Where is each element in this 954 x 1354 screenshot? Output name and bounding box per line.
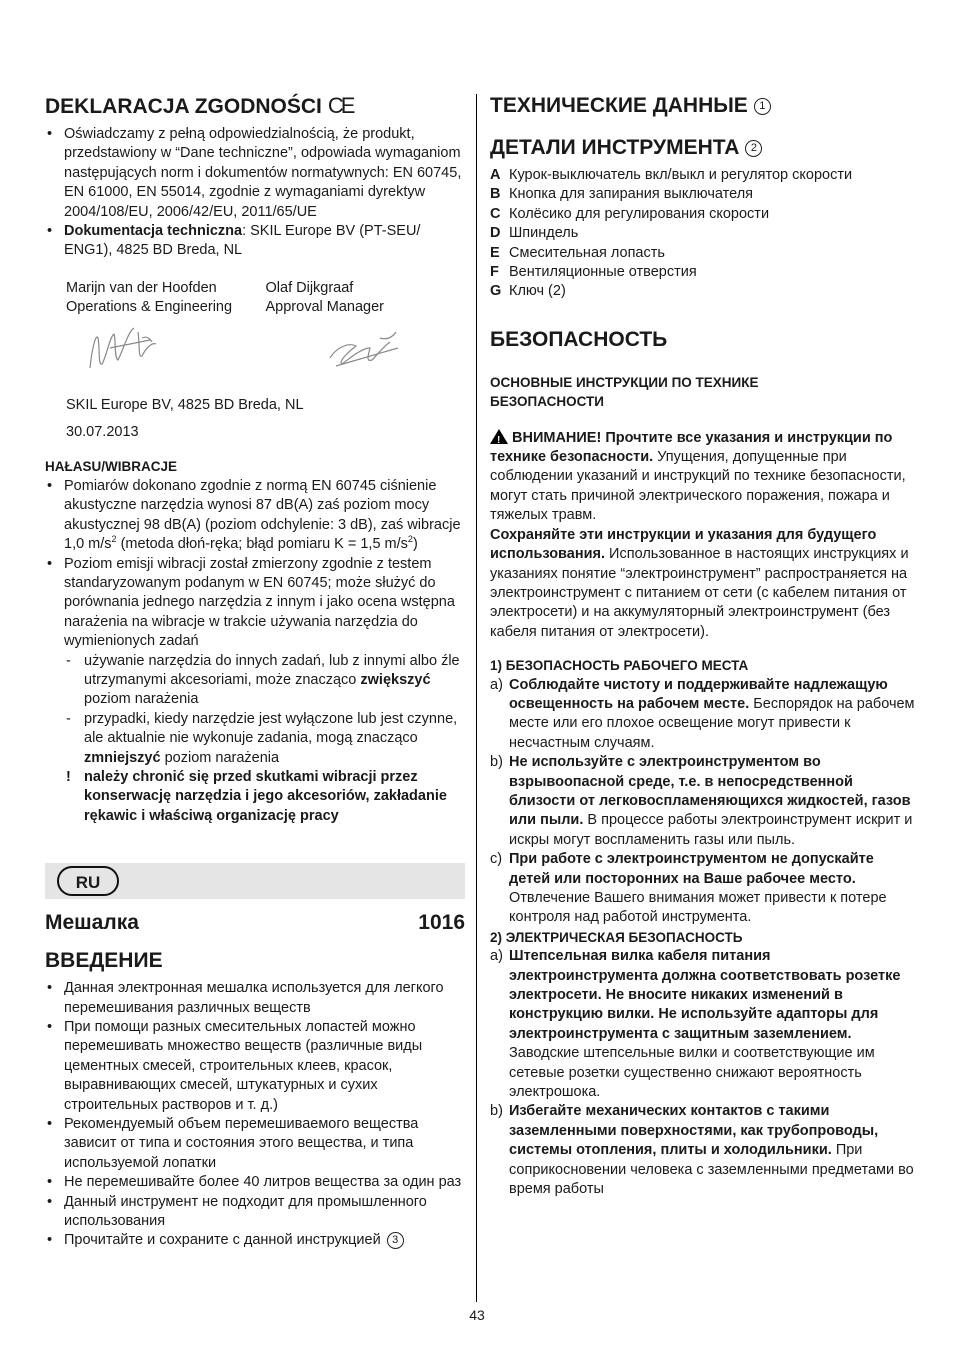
date: 30.07.2013 bbox=[66, 424, 139, 441]
list-item: - przypadki, kiedy narzędzie jest wyłączone lub jest czynne, ale aktualnie nie wykonuje zadania, mogą znacząco zmniejszyć poziom narażenia bbox=[66, 710, 458, 766]
list-item: • Не перемешивайте более 40 литров вещества за один раз bbox=[45, 1173, 465, 1192]
declaration-title: DEKLARACJA ZGODNOŚCI CE bbox=[45, 93, 353, 118]
intro-list bbox=[45, 979, 465, 1251]
signatures bbox=[80, 318, 465, 384]
list-item: C Колёсико для регулирования скорости bbox=[490, 205, 770, 222]
list-item: E Смесительная лопасть bbox=[490, 244, 665, 261]
figure-ref-icon: 2 bbox=[745, 140, 762, 157]
intro-title: ВВЕДЕНИЕ bbox=[45, 949, 163, 973]
list-item: F Вентиляционные отверстия bbox=[490, 264, 697, 281]
list-item: c) При работе с электроинструментом не допускайте детей или посторонних на Ваше рабочее место. Отвлечение Вашего внимания может привести к потере контроля над работой инструмента. bbox=[490, 851, 887, 926]
electrical-heading: 2) ЭЛЕКТРИЧЕСКАЯ БЕЗОПАСНОСТЬ bbox=[490, 929, 743, 945]
list-item: • Прочитайте и сохраните с данной инструкцией 3 bbox=[45, 1231, 465, 1250]
signatory-name: Marijn van der Hoofden bbox=[66, 279, 217, 296]
list-item: • Pomiarów dokonano zgodnie z normą EN 60745 ciśnienie akustyczne narzędzia wynosi 87 dB(A) zaś poziom mocy akustycznej 98 dB(A) (poziom odchylenie: 3 dB), zaś wibracje 1,0 $m/s^2$ (metoda dłoń-ręka; błąd pomiaru K = 1,5 $m/s^2$) bbox=[45, 477, 465, 555]
page-number: 43 bbox=[469, 1307, 485, 1323]
signatory-name: Olaf Dijkgraaf bbox=[265, 279, 354, 296]
list-item: G Ключ (2) bbox=[490, 283, 566, 300]
right-column bbox=[490, 88, 915, 1200]
list-item: • При помощи разных смесительных лопастей можно перемешивать множество веществ (различные виды цементных смесей, строительных клеев, красок, выравнивающих смесей, штукатурных и сухих строительных растворов и т. д.) bbox=[45, 1018, 465, 1115]
list-item: B Кнопка для запирания выключателя bbox=[490, 186, 754, 203]
sub-list bbox=[64, 652, 465, 827]
list-item: ! należy chronić się przed skutkami wibracji przez konserwację narzędzia i jego akcesoriów, zakładanie rękawic i właściwą organizację pracy bbox=[66, 768, 447, 824]
warning-icon bbox=[490, 429, 508, 444]
left-column bbox=[45, 88, 465, 1251]
work-area-heading: 1) БЕЗОПАСНОСТЬ РАБОЧЕГО МЕСТА bbox=[490, 658, 749, 674]
warning-paragraph: !ВНИМАНИЕ! Прочтите все указания и инструкции по технике безопасности. Упущения, допущенные при соблюдении указаний и инструкций по технике безопасности, могут стать причиной электрического поражения, пожара и тяжелых травм. bbox=[490, 429, 915, 526]
list-item: • Данный инструмент не подходит для промышленного использования bbox=[45, 1193, 465, 1232]
keep-instructions-paragraph: Сохраняйте эти инструкции и указания для будущего использования. Использованное в настоящих инструкциях и указаниях понятие “электроинструмент” распространяется на электроинструмент с питанием от сети (с кабелем питания от электросети) и на аккумуляторный электроинструмент (без кабеля питания от электросети). bbox=[490, 526, 909, 640]
signatory-role: Approval Manager bbox=[265, 299, 384, 316]
noise-list bbox=[45, 477, 465, 826]
language-bar bbox=[45, 863, 465, 899]
signatories bbox=[66, 279, 465, 318]
parts-title: ДЕТАЛИ ИНСТРУМЕНТА 2 bbox=[490, 130, 915, 166]
figure-ref-icon: 1 bbox=[754, 98, 771, 115]
declaration-list bbox=[45, 125, 465, 261]
electrical-list bbox=[490, 947, 915, 1199]
list-item: - używanie narzędzia do innych zadań, lub z innymi albo źle utrzymanymi akcesoriami, może znacząco zwiększyć poziom narażenia bbox=[66, 652, 460, 708]
list-item: a) Штепсельная вилка кабеля питания электроинструмента должна соответствовать розетке электросети. Не вносите никаких изменений в конструкцию вилки. Не используйте адапторы для электроинструмента с защитным заземлением. Заводские штепсельные вилки и соответствующие им сетевые розетки существенно снижают вероятность электрошока. bbox=[490, 948, 901, 1101]
list-item: • Рекомендуемый объем перемешиваемого вещества зависит от типа и состояния этого вещества, и типа используемой лопатки bbox=[45, 1115, 465, 1173]
column-divider bbox=[476, 94, 477, 1302]
list-item: • Oświadczamy z pełną odpowiedzialnością, że produkt, przedstawiony w “Dane techniczne”, odpowiada wymaganiom następujących norm i dokumentów normatywnych: EN 60745, EN 61000, EN 55014, zgodnie z wymaganiami dyrektyw 2004/108/EU, 2006/42/EU, 2011/65/UE bbox=[45, 125, 465, 222]
tech-data-title: ТЕХНИЧЕСКИЕ ДАННЫЕ 1 bbox=[490, 88, 915, 124]
parts-list bbox=[490, 166, 915, 302]
product-name: Мешалка bbox=[45, 911, 139, 935]
safety-title: БЕЗОПАСНОСТЬ bbox=[490, 327, 668, 351]
product-heading bbox=[45, 905, 465, 941]
list-item: • Данная электронная мешалка используется для легкого перемешивания различных веществ bbox=[45, 979, 465, 1018]
list-item: b) Избегайте механических контактов с такими заземленными поверхностями, как трубопроводы, системы отопления, плиты и холодильники. При соприкосновении человека с заземленными предметами во время работы bbox=[490, 1103, 914, 1198]
ce-mark-icon: CE bbox=[327, 93, 353, 118]
list-item: A Курок-выключатель вкл/выкл и регулятор скорости bbox=[490, 167, 853, 183]
language-badge: RU bbox=[57, 866, 119, 896]
basic-safety-heading: ОСНОВНЫЕ ИНСТРУКЦИИ ПО ТЕХНИКЕ БЕЗОПАСНОСТИ bbox=[490, 374, 759, 410]
list-item: • Dokumentacja techniczna: SKIL Europe BV (PT-SEU/ ENG1), 4825 BD Breda, NL bbox=[45, 222, 465, 261]
figure-ref-icon: 3 bbox=[387, 1232, 404, 1249]
list-item: D Шпиндель bbox=[490, 225, 579, 242]
signatory-role: Operations & Engineering bbox=[66, 299, 233, 316]
product-number: 1016 bbox=[418, 911, 465, 935]
work-area-list bbox=[490, 676, 915, 928]
list-item: a) Соблюдайте чистоту и поддерживайте надлежащую освещенность на рабочем месте. Беспорядок на рабочем месте или его плохое освещение могут привести к несчастным случаям. bbox=[490, 676, 915, 751]
list-item: b) Не используйте с электроинструментом во взрывоопасной среде, т.е. в непосредственной близости от легковоспламеняющихся жидкостей, газов или пыли. В процессе работы электроинструмент искрит и искры могут воспламенить газы или пыль. bbox=[490, 754, 913, 848]
list-item: • Poziom emisji wibracji został zmierzony zgodnie z testem standaryzowanym podanym w EN 60745; może służyć do porównania jednego narzędzia z innym i jako ocena wstępna narażenia na wibracje w trakcie używania narzędzia do wymienionych zadań - używanie narzędzia do innych zadań, lub z innymi albo źle utrzymanymi akcesoriami, może znacząco zwiększyć poziom narażenia - przypadki, kiedy narzędzie jest wyłączone lub jest czynne, ale aktualnie nie wykonuje zadania, mogą znacząco zmniejszyć poziom narażenia ! należy chronić się przed skutkami wibracji przez konserwację narzędzia i jego akcesoriów, zakładanie rękawic i właściwą organizację pracy bbox=[45, 555, 465, 827]
noise-heading: HAŁASU/WIBRACJE bbox=[45, 459, 178, 475]
handwritten-signatures-icon bbox=[80, 318, 410, 384]
company-address: SKIL Europe BV, 4825 BD Breda, NL bbox=[66, 396, 304, 413]
